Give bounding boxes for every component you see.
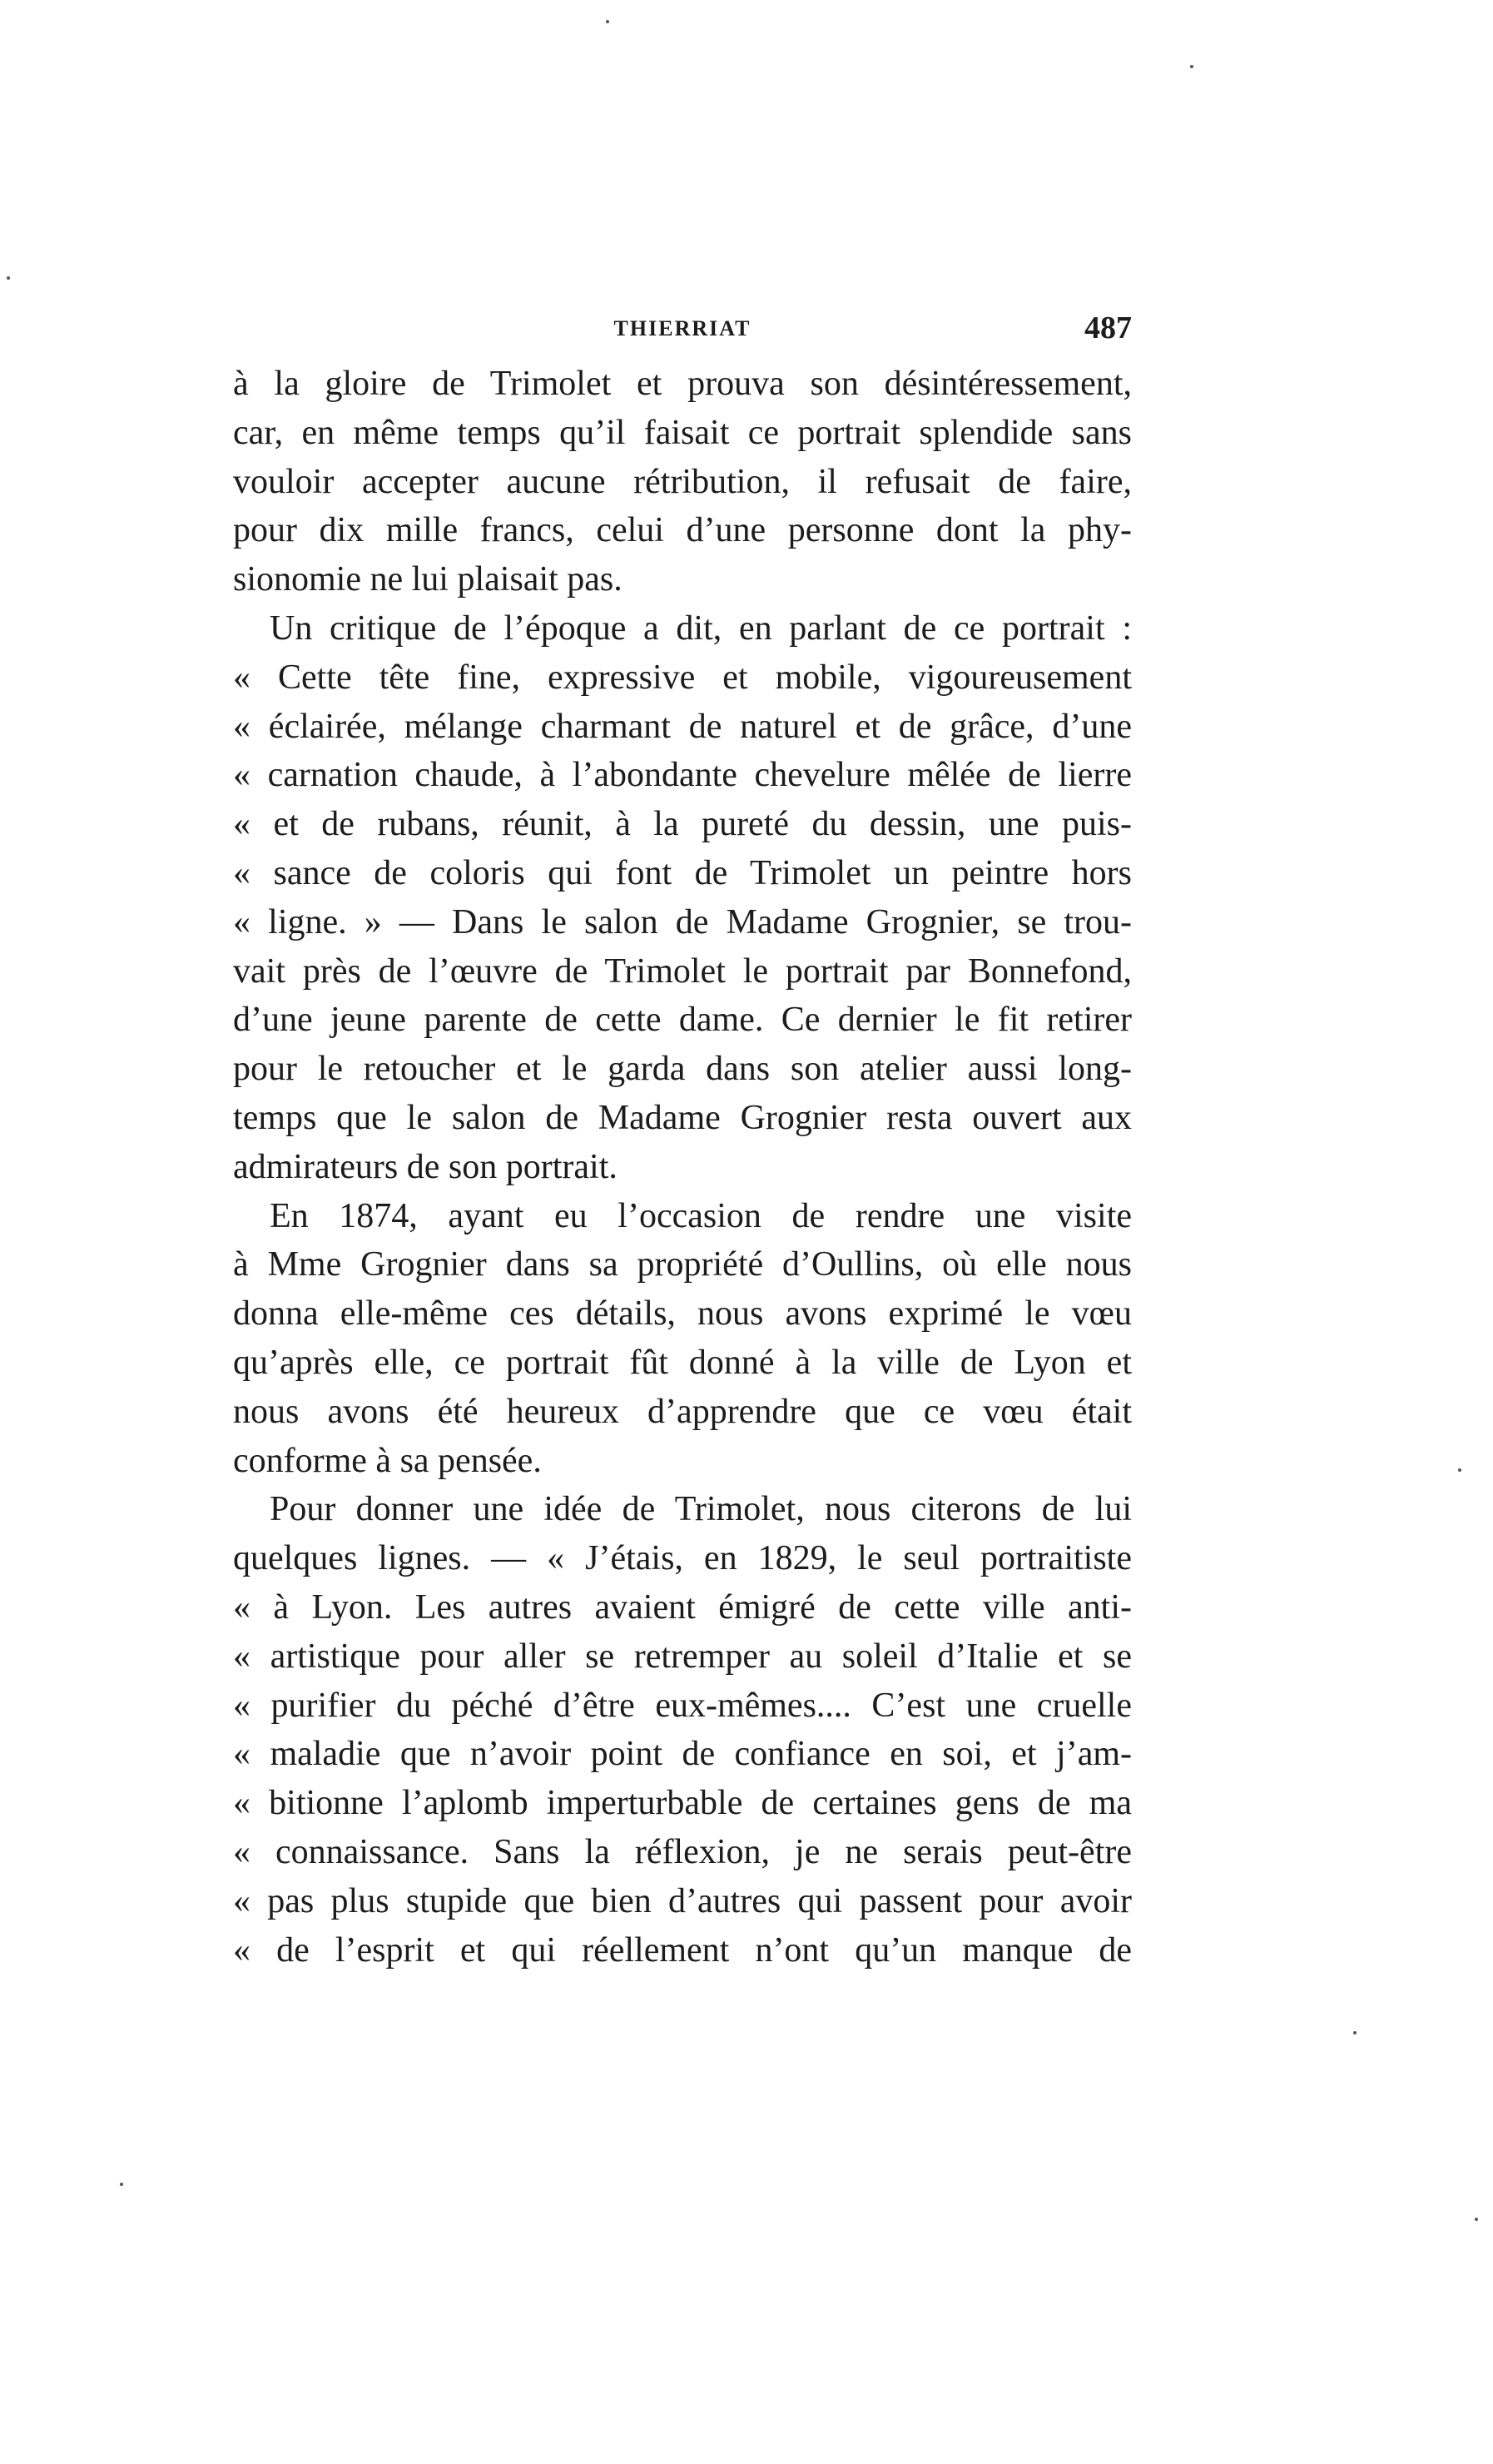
- text-line: quelques lignes. — « J’étais, en 1829, le seul portraitiste: [233, 1539, 1132, 1578]
- paper-speck: [1475, 2218, 1478, 2221]
- page-header: [233, 310, 1132, 351]
- running-head: THIERRIAT: [613, 316, 751, 340]
- text-line: qu’après elle, ce portrait fût donné à la ville de Lyon et: [233, 1343, 1132, 1382]
- text-line: vait près de l’œuvre de Trimolet le portrait par Bonnefond,: [233, 951, 1132, 991]
- paper-speck: [7, 276, 10, 280]
- text-line: « connaissance. Sans la réflexion, je ne serais peut-être: [233, 1832, 1132, 1871]
- text-line: admirateurs de son portrait.: [233, 1147, 618, 1186]
- text-line: « pas plus stupide que bien d’autres qui passent pour avoir: [233, 1881, 1132, 1920]
- text-line: « Cette tête fine, expressive et mobile, vigoureusement: [233, 658, 1132, 697]
- paper-speck: [606, 20, 609, 23]
- text-line: temps que le salon de Madame Grognier resta ouvert aux: [233, 1098, 1132, 1137]
- text-line: « artistique pour aller se retremper au soleil d’Italie et se: [233, 1637, 1132, 1676]
- text-line: pour dix mille francs, celui d’une personne dont la phy-: [233, 511, 1132, 550]
- text-line: nous avons été heureux d’apprendre que ce vœu était: [233, 1392, 1132, 1431]
- text-line: « ligne. » — Dans le salon de Madame Grognier, se trou-: [233, 902, 1132, 941]
- text-line: à la gloire de Trimolet et prouva son désintéressement,: [233, 365, 1132, 403]
- text-line: « purifier du péché d’être eux-mêmes.... C’est une cruelle: [233, 1686, 1132, 1725]
- page-number: 487: [1084, 310, 1132, 345]
- text-line: « bitionne l’aplomb imperturbable de certaines gens de ma: [233, 1784, 1132, 1823]
- text-line: Un critique de l’époque a dit, en parlant de ce portrait :: [270, 609, 1132, 648]
- text-line: à Mme Grognier dans sa propriété d’Oullins, où elle nous: [233, 1245, 1132, 1284]
- text-line: sionomie ne lui plaisait pas.: [233, 560, 622, 599]
- text-line: car, en même temps qu’il faisait ce portrait splendide sans: [233, 413, 1132, 452]
- text-line: En 1874, ayant eu l’occasion de rendre une visite: [270, 1196, 1132, 1235]
- text-line: « à Lyon. Les autres avaient émigré de cette ville anti-: [233, 1587, 1132, 1627]
- text-line: Pour donner une idée de Trimolet, nous citerons de lui: [270, 1490, 1132, 1529]
- paper-speck: [1190, 65, 1193, 68]
- paper-speck: [120, 2183, 123, 2186]
- text-line: « de l’esprit et qui réellement n’ont qu’un manque de: [233, 1930, 1132, 1970]
- text-line: « sance de coloris qui font de Trimolet un peintre hors: [233, 853, 1132, 892]
- text-line: « carnation chaude, à l’abondante chevelure mêlée de lierre: [233, 756, 1132, 795]
- text-line: « éclairée, mélange charmant de naturel et de grâce, d’une: [233, 707, 1132, 746]
- paper-speck: [1458, 1468, 1461, 1472]
- text-line: « maladie que n’avoir point de confiance en soi, et j’am-: [233, 1735, 1132, 1774]
- text-line: « et de rubans, réunit, à la pureté du dessin, une puis-: [233, 805, 1132, 844]
- text-line: pour le retoucher et le garda dans son atelier aussi long-: [233, 1050, 1132, 1089]
- paper-speck: [1353, 2031, 1357, 2034]
- text-line: vouloir accepter aucune rétribution, il refusait de faire,: [233, 462, 1132, 501]
- text-line: d’une jeune parente de cette dame. Ce dernier le fit retirer: [233, 1001, 1132, 1040]
- text-line: conforme à sa pensée.: [233, 1441, 542, 1480]
- body-text: [233, 360, 1132, 1975]
- text-line: donna elle-même ces détails, nous avons exprimé le vœu: [233, 1294, 1132, 1334]
